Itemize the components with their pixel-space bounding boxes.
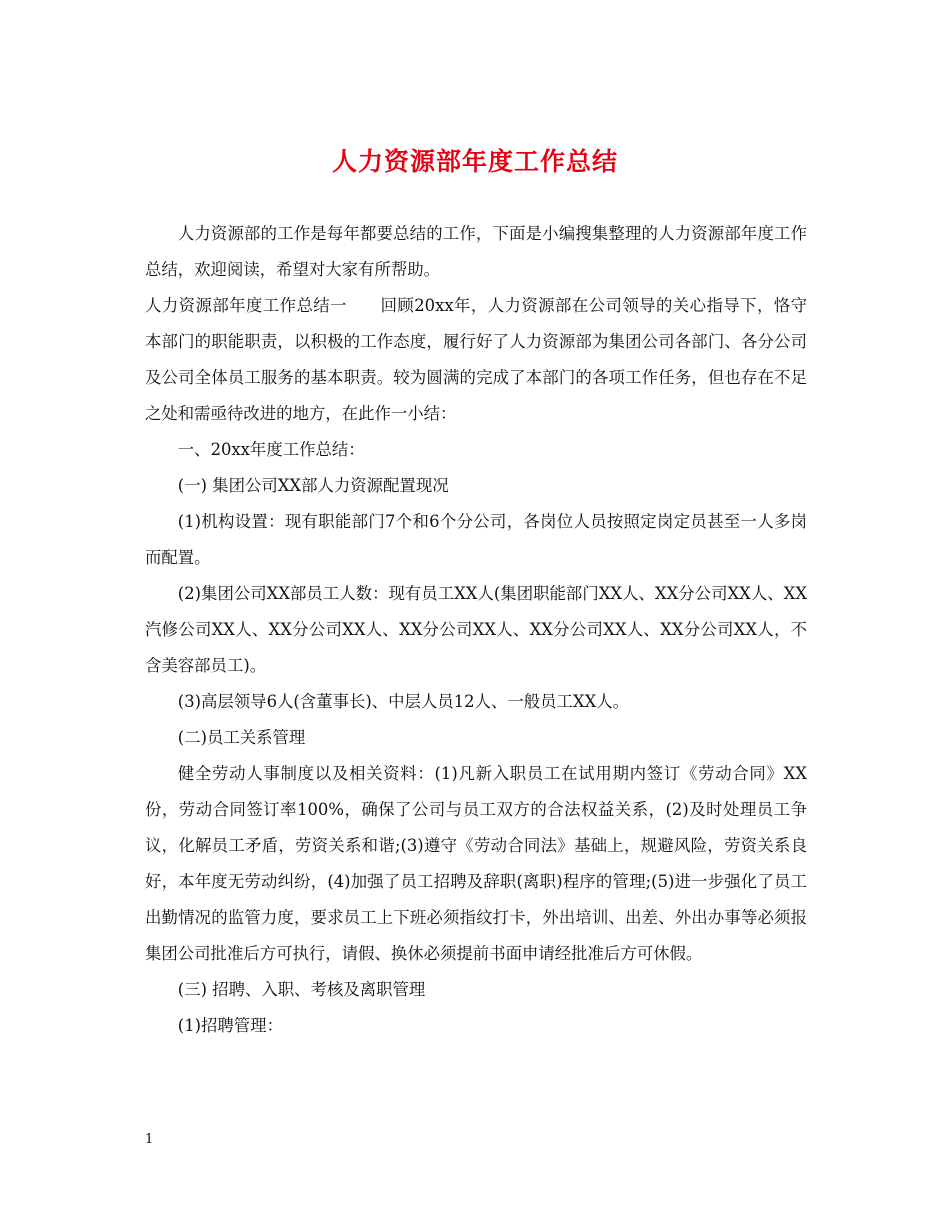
subsection-heading-recruitment: (三) 招聘、入职、考核及离职管理 — [177, 980, 426, 999]
paragraph-summary-one: 人力资源部年度工作总结一 回顾20xx年，人力资源部在公司领导的关心指导下，恪守本部门的职能职责，以积极的工作态度，履行好了人力资源部为集团公司各部门、各分公司及公司全体员工服务的基本职责。较为圆满的完成了本部门的各项工作任务，但也存在不足之处和需亟待改进的地方，在此作一小结： — [145, 296, 807, 423]
paragraph-org-structure: (1)机构设置：现有职能部门7个和6个分公司，各岗位人员按照定岗定员甚至一人多岗而配置。 — [145, 512, 807, 567]
paragraph-intro: 人力资源部的工作是每年都要总结的工作，下面是小编搜集整理的人力资源部年度工作总结，欢迎阅读，希望对大家有所帮助。 — [145, 224, 807, 279]
paragraph-recruitment-management: (1)招聘管理： — [177, 1016, 283, 1035]
section-heading-annual-summary: 一、20xx年度工作总结： — [177, 440, 365, 459]
subsection-heading-staffing: (一) 集团公司XX部人力资源配置现况 — [177, 476, 449, 495]
document-title: 人力资源部年度工作总结 — [331, 147, 618, 176]
subsection-heading-employee-relations: (二)员工关系管理 — [177, 728, 306, 747]
paragraph-labor-system: 健全劳动人事制度以及相关资料：(1)凡新入职员工在试用期内签订《劳动合同》XX份，劳动合同签订率100%，确保了公司与员工双方的合法权益关系，(2)及时处理员工争议，化解员工矛盾，劳资关系和谐;(3)遵守《劳动合同法》基础上，规避风险，劳资关系良好，本年度无劳动纠纷，(4)加强了员工招聘及辞职(离职)程序的管理;(5)进一步强化了员工出勤情况的监管力度，要求员工上下班必须指纹打卡，外出培训、出差、外出办事等必须报集团公司批准后方可执行，请假、换休必须提前书面申请经批准后方可休假。 — [145, 764, 807, 963]
paragraph-staff-levels: (3)高层领导6人(含董事长)、中层人员12人、一般员工XX人。 — [177, 692, 630, 711]
document-body — [145, 216, 807, 1044]
page-number: 1 — [145, 1132, 154, 1147]
paragraph-headcount: (2)集团公司XX部员工人数：现有员工XX人(集团职能部门XX人、XX分公司XX人、XX汽修公司XX人、XX分公司XX人、XX分公司XX人、XX分公司XX人、XX分公司XX人，不含美容部员工)。 — [145, 584, 807, 675]
